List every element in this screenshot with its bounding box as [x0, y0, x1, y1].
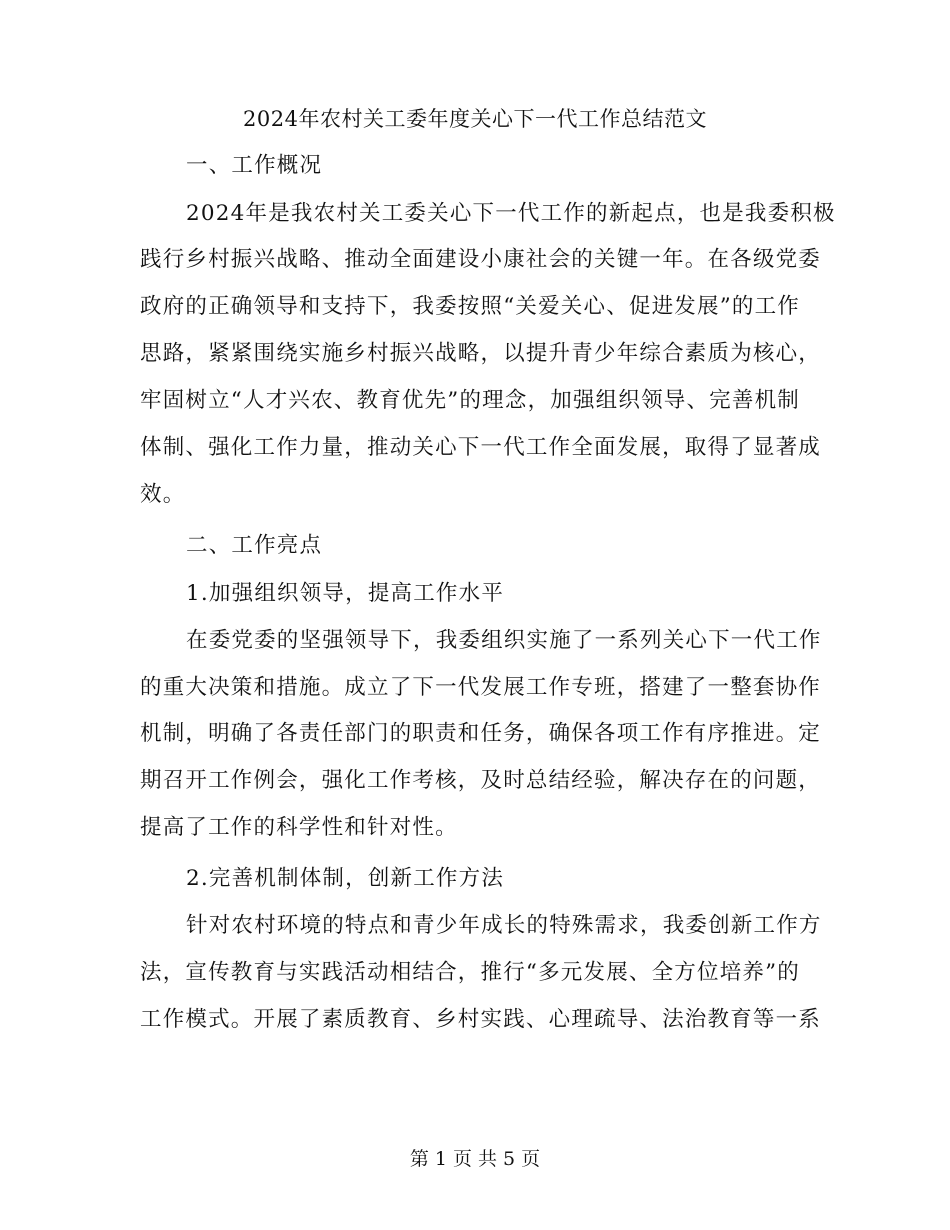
section-heading-highlights: 二、工作亮点: [186, 533, 323, 558]
subsection-heading-1: 1.加强组织领导，提高工作水平: [186, 581, 505, 606]
paragraph-line: 在委党委的坚强领导下，我委组织实施了一系列关心下一代工作: [186, 628, 822, 653]
paragraph-line: 的重大决策和措施。成立了下一代发展工作专班，搭建了一整套协作: [140, 675, 822, 700]
paragraph-line: 提高了工作的科学性和针对性。: [140, 815, 458, 840]
paragraph-line: 思路，紧紧围绕实施乡村振兴战略，以提升青少年综合素质为核心，: [140, 341, 822, 366]
paragraph-line: 牢固树立“人才兴农、教育优先”的理念，加强组织领导、完善机制: [140, 388, 800, 413]
paragraph-line: 效。: [140, 482, 186, 507]
page-number: 第 1 页 共 5 页: [409, 1148, 541, 1170]
section-heading-overview: 一、工作概况: [186, 153, 323, 178]
paragraph-line: 政府的正确领导和支持下，我委按照“关爱关心、促进发展”的工作: [140, 294, 800, 319]
paragraph-line: 期召开工作例会，强化工作考核，及时总结经验，解决存在的问题，: [140, 768, 822, 793]
paragraph-line: 工作模式。开展了素质教育、乡村实践、心理疏导、法治教育等一系: [140, 1007, 822, 1032]
paragraph-line: 法，宣传教育与实践活动相结合，推行“多元发展、全方位培养”的: [140, 960, 800, 985]
paragraph-line: 践行乡村振兴战略、推动全面建设小康社会的关键一年。在各级党委: [140, 247, 822, 272]
paragraph-line: 2024年是我农村关工委关心下一代工作的新起点，也是我委积极: [186, 201, 836, 226]
paragraph-line: 针对农村环境的特点和青少年成长的特殊需求，我委创新工作方: [186, 913, 822, 938]
subsection-heading-2: 2.完善机制体制，创新工作方法: [186, 866, 505, 891]
paragraph-line: 机制，明确了各责任部门的职责和任务，确保各项工作有序推进。定: [140, 721, 822, 746]
paragraph-line: 体制、强化工作力量，推动关心下一代工作全面发展，取得了显著成: [140, 435, 822, 460]
document-title: 2024年农村关工委年度关心下一代工作总结范文: [243, 107, 707, 131]
